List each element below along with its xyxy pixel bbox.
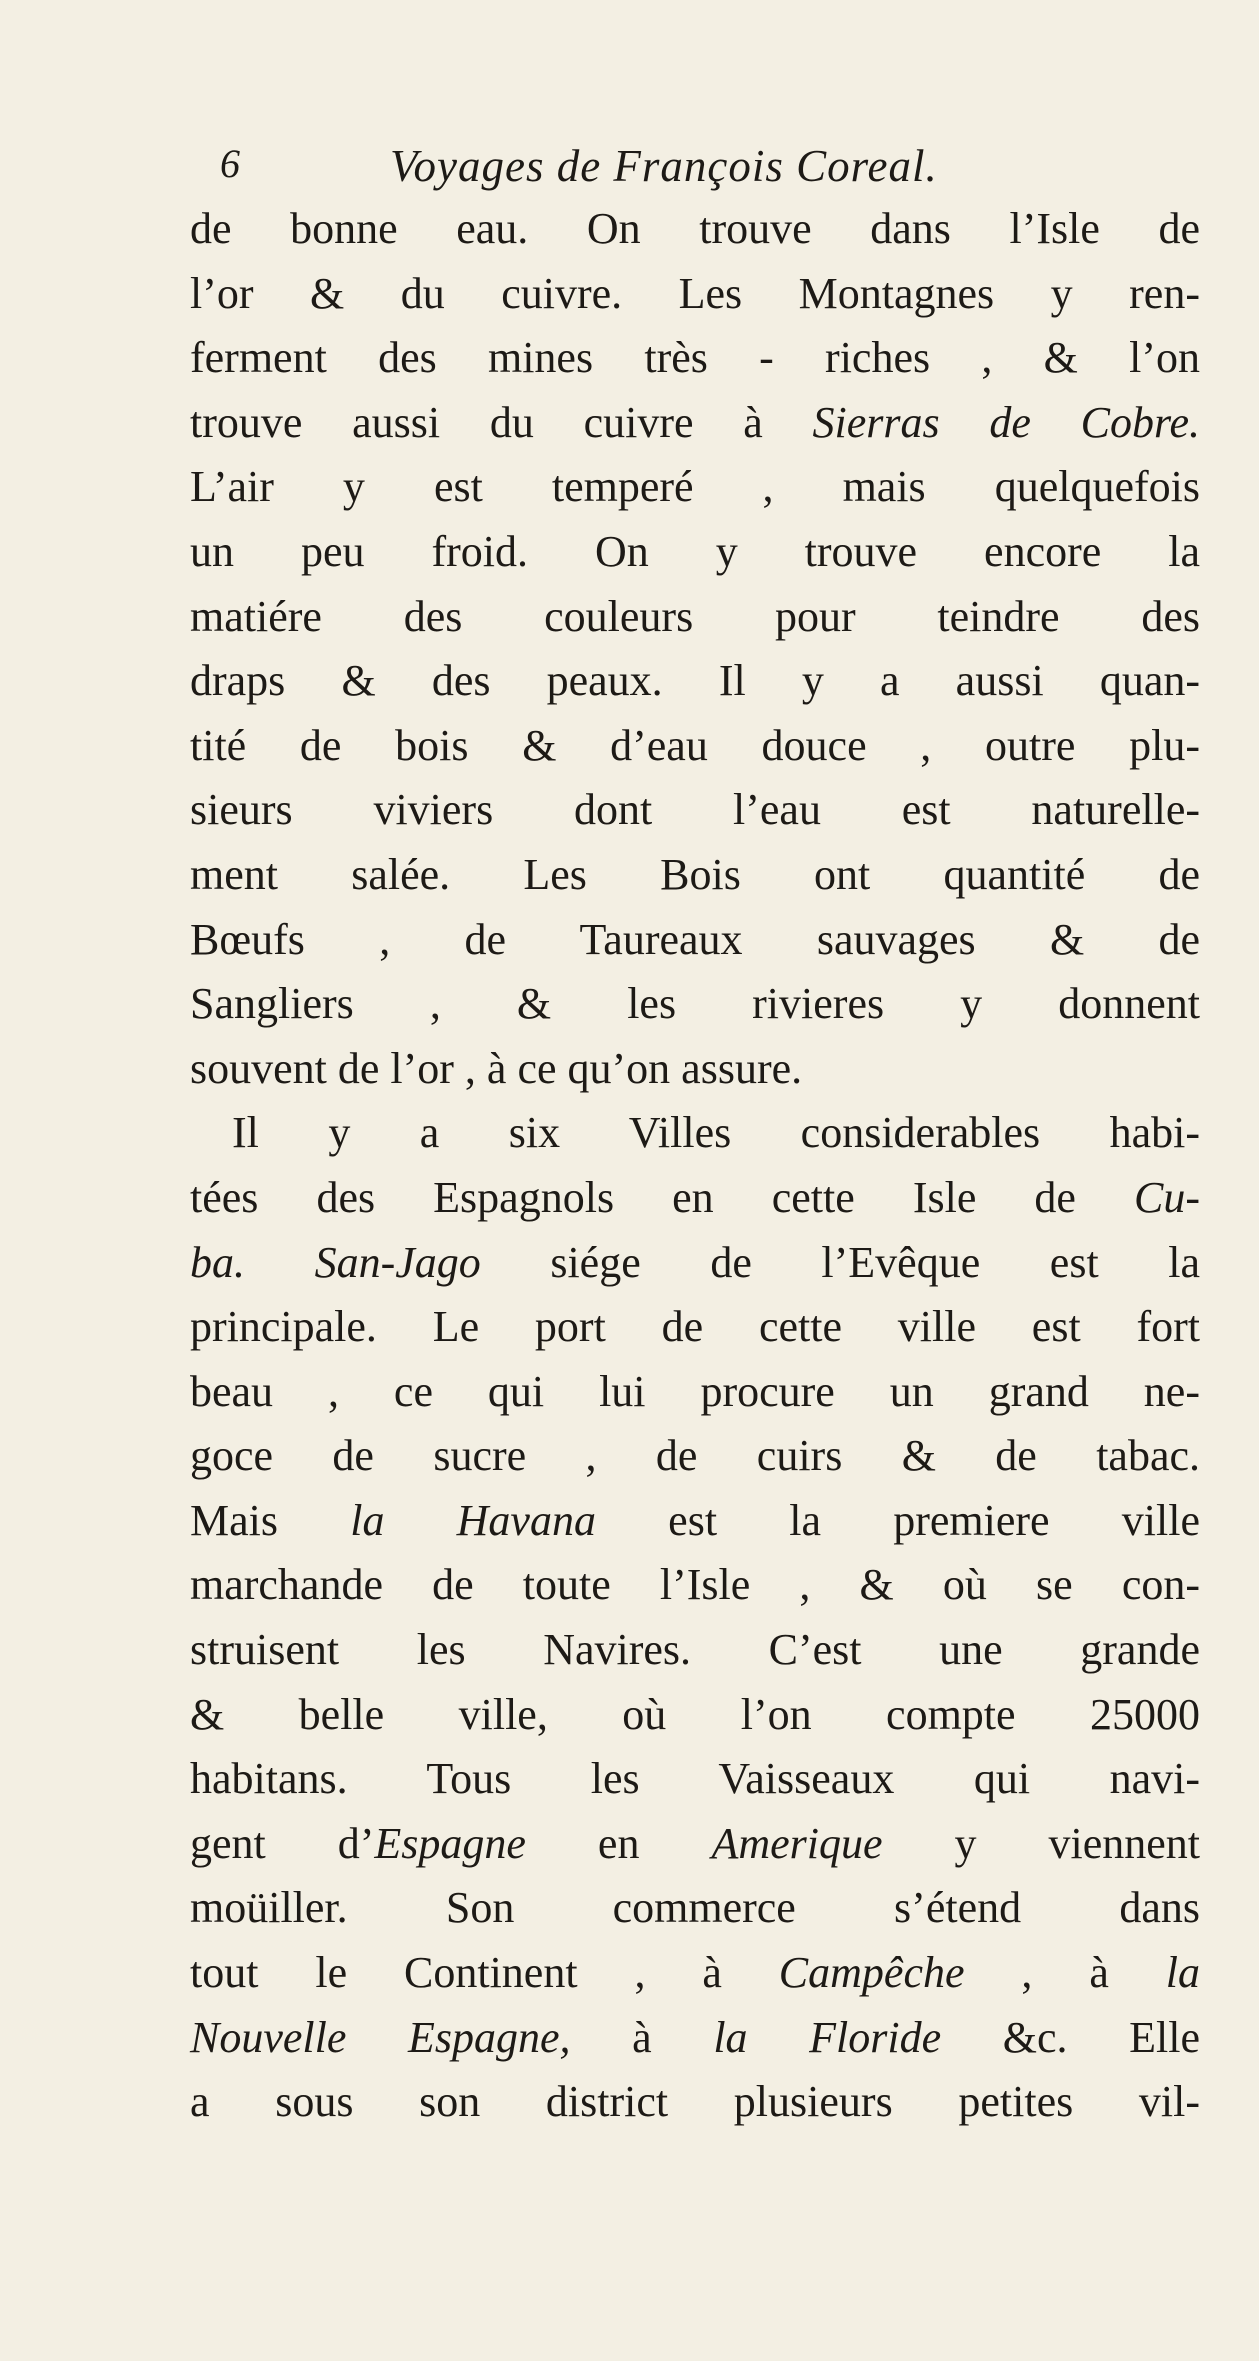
text-line <box>190 1553 1200 1618</box>
text-segment: habitans. Tous les Vaisseaux qui navi- <box>190 1754 1200 1804</box>
text-segment: ment salée. Les Bois ont quantité de <box>190 849 1200 899</box>
text-line <box>190 1683 1200 1748</box>
text-line <box>190 1295 1200 1360</box>
text-line <box>190 1618 1200 1683</box>
text-segment: ba. San-Jago <box>190 1237 481 1287</box>
text-segment: l’or & du cuivre. Les Montagnes y ren- <box>190 268 1200 318</box>
text-line <box>190 1489 1200 1554</box>
text-segment: gent d’ <box>190 1818 375 1868</box>
text-segment: trouve aussi du cuivre à <box>190 397 813 447</box>
text-line <box>190 2070 1200 2135</box>
text-line <box>190 1231 1200 1296</box>
text-segment: principale. Le port de cette ville est fort <box>190 1302 1200 1352</box>
body-text <box>190 197 1200 2135</box>
text-segment: sieurs viviers dont l’eau est naturelle- <box>190 785 1200 835</box>
text-segment: Nouvelle Espagne, <box>190 2012 571 2062</box>
text-segment: , à <box>964 1948 1166 1998</box>
text-segment: Sierras de Cobre. <box>812 397 1200 447</box>
text-line <box>190 520 1200 585</box>
text-line <box>190 649 1200 714</box>
text-segment: est la premiere ville <box>595 1495 1200 1545</box>
text-line <box>190 843 1200 908</box>
text-segment: marchande de toute l’Isle , & où se con- <box>190 1560 1200 1610</box>
text-segment: matiére des couleurs pour teindre des <box>190 591 1200 641</box>
text-segment: Cu- <box>1134 1172 1200 1222</box>
text-segment: la Floride <box>713 2012 942 2062</box>
text-segment: en <box>525 1818 712 1868</box>
text-line <box>190 1941 1200 2006</box>
text-line <box>190 1360 1200 1425</box>
text-segment: beau , ce qui lui procure un grand ne- <box>190 1366 1200 1416</box>
text-segment: Il y a six Villes considerables habi- <box>232 1108 1200 1158</box>
text-line <box>190 197 1200 262</box>
text-segment: a sous son district plusieurs petites vil- <box>190 2077 1200 2127</box>
text-line <box>190 585 1200 650</box>
text-segment: tout le Continent , à <box>190 1948 779 1998</box>
text-segment: goce de sucre , de cuirs & de tabac. <box>190 1431 1200 1481</box>
text-line <box>190 1166 1200 1231</box>
text-line <box>190 2006 1200 2071</box>
text-segment: ferment des mines très - riches , & l’on <box>190 333 1200 383</box>
text-line <box>190 1101 1200 1166</box>
text-line <box>190 391 1200 456</box>
text-line <box>190 972 1200 1037</box>
text-line <box>190 1747 1200 1812</box>
text-segment: Mais <box>190 1495 351 1545</box>
page-header <box>220 140 1160 200</box>
text-segment: &c. Elle <box>941 2012 1201 2062</box>
text-segment: à <box>570 2012 714 2062</box>
text-segment: tées des Espagnols en cette Isle de <box>190 1172 1134 1222</box>
text-segment: Sangliers , & les rivieres y donnent <box>190 979 1200 1029</box>
text-segment: un peu froid. On y trouve encore la <box>190 526 1200 576</box>
text-segment: L’air y est temperé , mais quelquefois <box>190 462 1200 512</box>
text-line <box>190 262 1200 327</box>
text-segment: moüiller. Son commerce s’étend dans <box>190 1883 1200 1933</box>
text-segment: siége de l’Evêque est la <box>480 1237 1200 1287</box>
text-line <box>190 714 1200 779</box>
text-segment: Campêche <box>778 1948 965 1998</box>
text-segment: struisent les Navires. C’est une grande <box>190 1625 1200 1675</box>
text-segment: & belle ville, où l’on compte 25000 <box>190 1689 1200 1739</box>
text-line <box>190 455 1200 520</box>
text-line <box>190 1037 1200 1102</box>
text-line <box>190 1876 1200 1941</box>
text-line <box>190 1424 1200 1489</box>
text-segment: la <box>1165 1948 1200 1998</box>
text-segment: Amerique <box>711 1818 883 1868</box>
page-number: 6 <box>220 141 240 186</box>
text-segment: draps & des peaux. Il y a aussi quan- <box>190 656 1200 706</box>
text-line <box>190 908 1200 973</box>
text-line <box>190 778 1200 843</box>
text-segment: tité de bois & d’eau douce , outre plu- <box>190 720 1200 770</box>
text-segment: la Havana <box>350 1495 596 1545</box>
text-segment: y viennent <box>882 1818 1201 1868</box>
text-line <box>190 326 1200 391</box>
text-segment: de bonne eau. On trouve dans l’Isle de <box>190 204 1200 253</box>
running-head: Voyages de François Coreal. <box>390 141 938 191</box>
text-line <box>190 1812 1200 1877</box>
text-segment: Espagne <box>374 1818 526 1868</box>
text-segment: souvent de l’or , à ce qu’on assure. <box>190 1043 803 1093</box>
text-segment: Bœufs , de Taureaux sauvages & de <box>190 914 1200 964</box>
